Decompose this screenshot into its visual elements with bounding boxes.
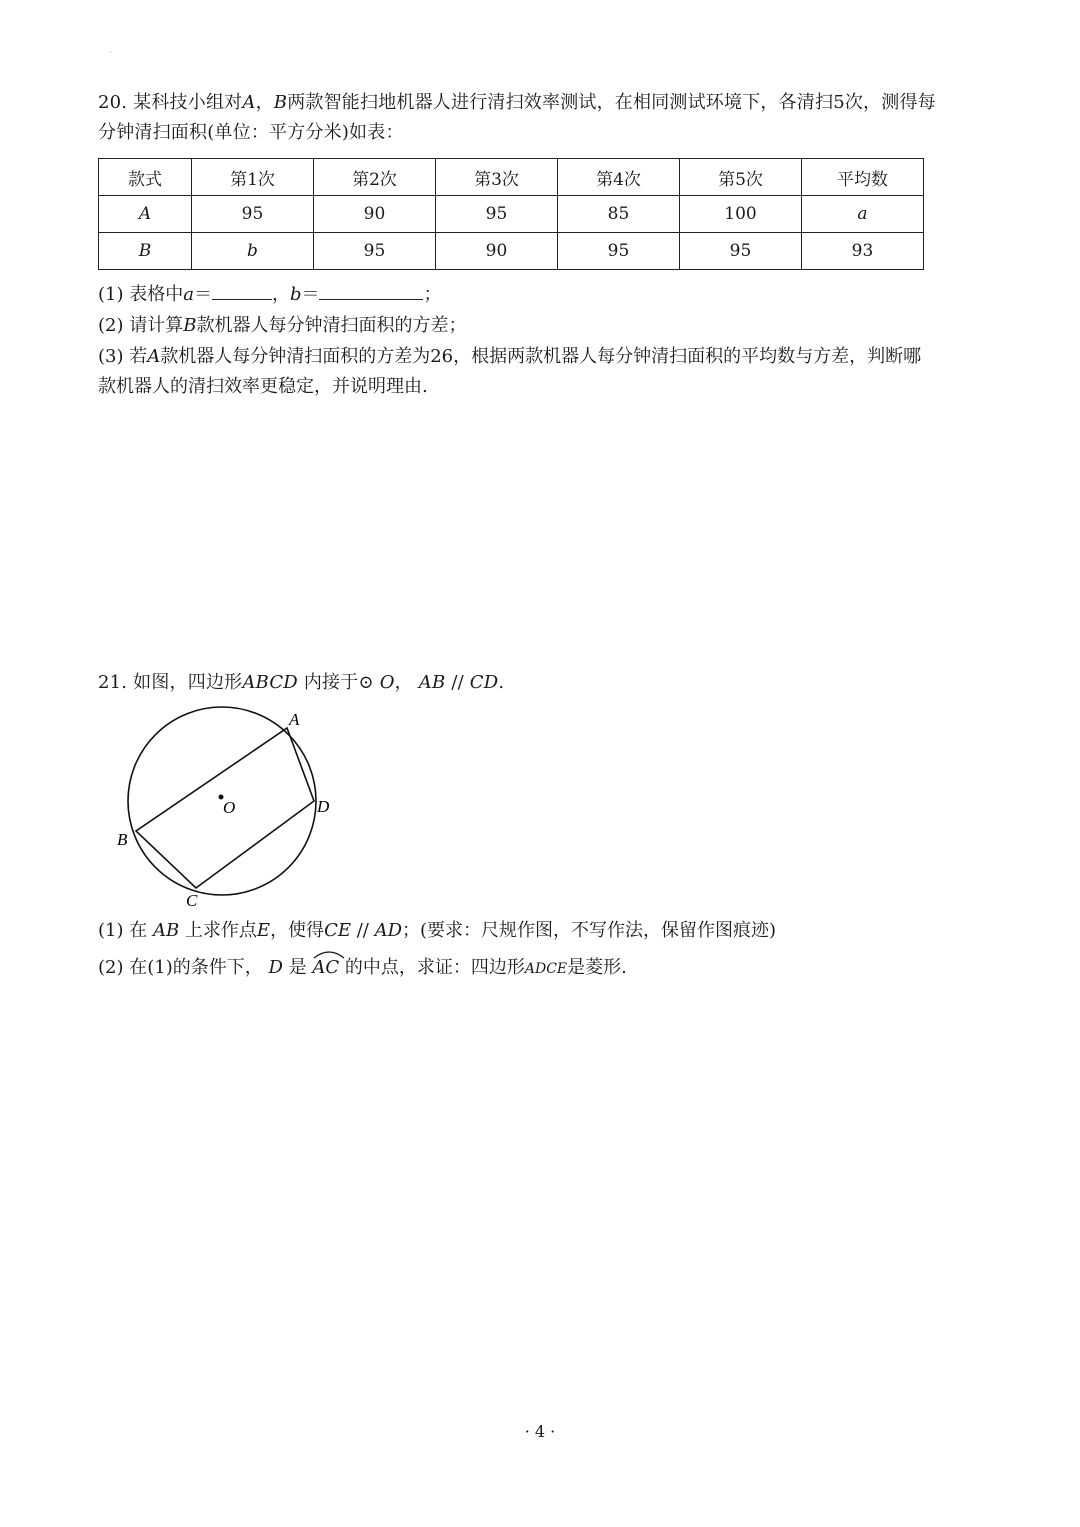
table-cell: 95	[436, 196, 558, 233]
circle-o	[128, 707, 316, 895]
label-o: O	[223, 798, 236, 817]
table-cell: B	[99, 233, 192, 270]
inscribed-quadrilateral-figure	[110, 700, 350, 912]
table-row	[99, 233, 924, 270]
table-cell: a	[802, 196, 924, 233]
question-20-stem: 20. 某科技小组对A，B两款智能扫地机器人进行清扫效率测试，在相同测试环境下，各清扫5次，测得每 分钟清扫面积(单位：平方分米)如表：	[98, 92, 936, 143]
answer-blank-b[interactable]	[319, 281, 423, 300]
table-cell: 95	[314, 233, 436, 270]
arc-mark-icon	[312, 949, 346, 959]
table-header-cell: 款式	[99, 159, 192, 196]
question-number: 20.	[98, 92, 128, 113]
label-b: B	[117, 830, 128, 849]
cleaning-data-table	[98, 158, 924, 270]
header-mark: ·	[109, 48, 112, 57]
table-header-cell: 平均数	[802, 159, 924, 196]
table-cell: 95	[680, 233, 802, 270]
label-c: C	[186, 891, 198, 910]
table-cell: 100	[680, 196, 802, 233]
label-d: D	[317, 797, 330, 816]
table-header-cell: 第4次	[558, 159, 680, 196]
table-row	[99, 196, 924, 233]
table-cell: A	[99, 196, 192, 233]
table-cell: 95	[558, 233, 680, 270]
table-header-cell: 第2次	[314, 159, 436, 196]
question-20-part-3: (3) 若A款机器人每分钟清扫面积的方差为26，根据两款机器人每分钟清扫面积的平均数与方差，判断哪 款机器人的清扫效率更稳定，并说明理由.	[98, 346, 922, 397]
circle-symbol-icon: ⊙	[358, 672, 374, 693]
answer-blank-a[interactable]	[212, 281, 272, 300]
question-21-stem: 21. 如图，四边形ABCD 内接于⊙ O， AB // CD.	[98, 672, 505, 693]
question-number: 21.	[98, 672, 128, 693]
table-cell: 90	[436, 233, 558, 270]
arc-ac: AC	[312, 953, 339, 983]
table-cell: 85	[558, 196, 680, 233]
table-header-row	[99, 159, 924, 196]
table-cell: 95	[192, 196, 314, 233]
table-cell: 93	[802, 233, 924, 270]
table-cell: b	[192, 233, 314, 270]
question-21-part-1: (1) 在 AB 上求作点E，使得CE // AD；(要求：尺规作图，不写作法，保留作图痕迹)	[98, 920, 777, 941]
label-a: A	[289, 710, 300, 729]
question-20-part-2: (2) 请计算B款机器人每分钟清扫面积的方差；	[98, 315, 467, 336]
question-21-part-2: (2) 在(1)的条件下， D 是 AC 的中点，求证：四边形ADCE是菱形.	[98, 953, 988, 984]
question-20-part-1: (1) 表格中a＝ ，b＝ ；	[98, 280, 988, 310]
table-header-cell: 第3次	[436, 159, 558, 196]
table-header-cell: 第1次	[192, 159, 314, 196]
table-header-cell: 第5次	[680, 159, 802, 196]
table-cell: 90	[314, 196, 436, 233]
page-number: · 4 ·	[524, 1422, 556, 1441]
